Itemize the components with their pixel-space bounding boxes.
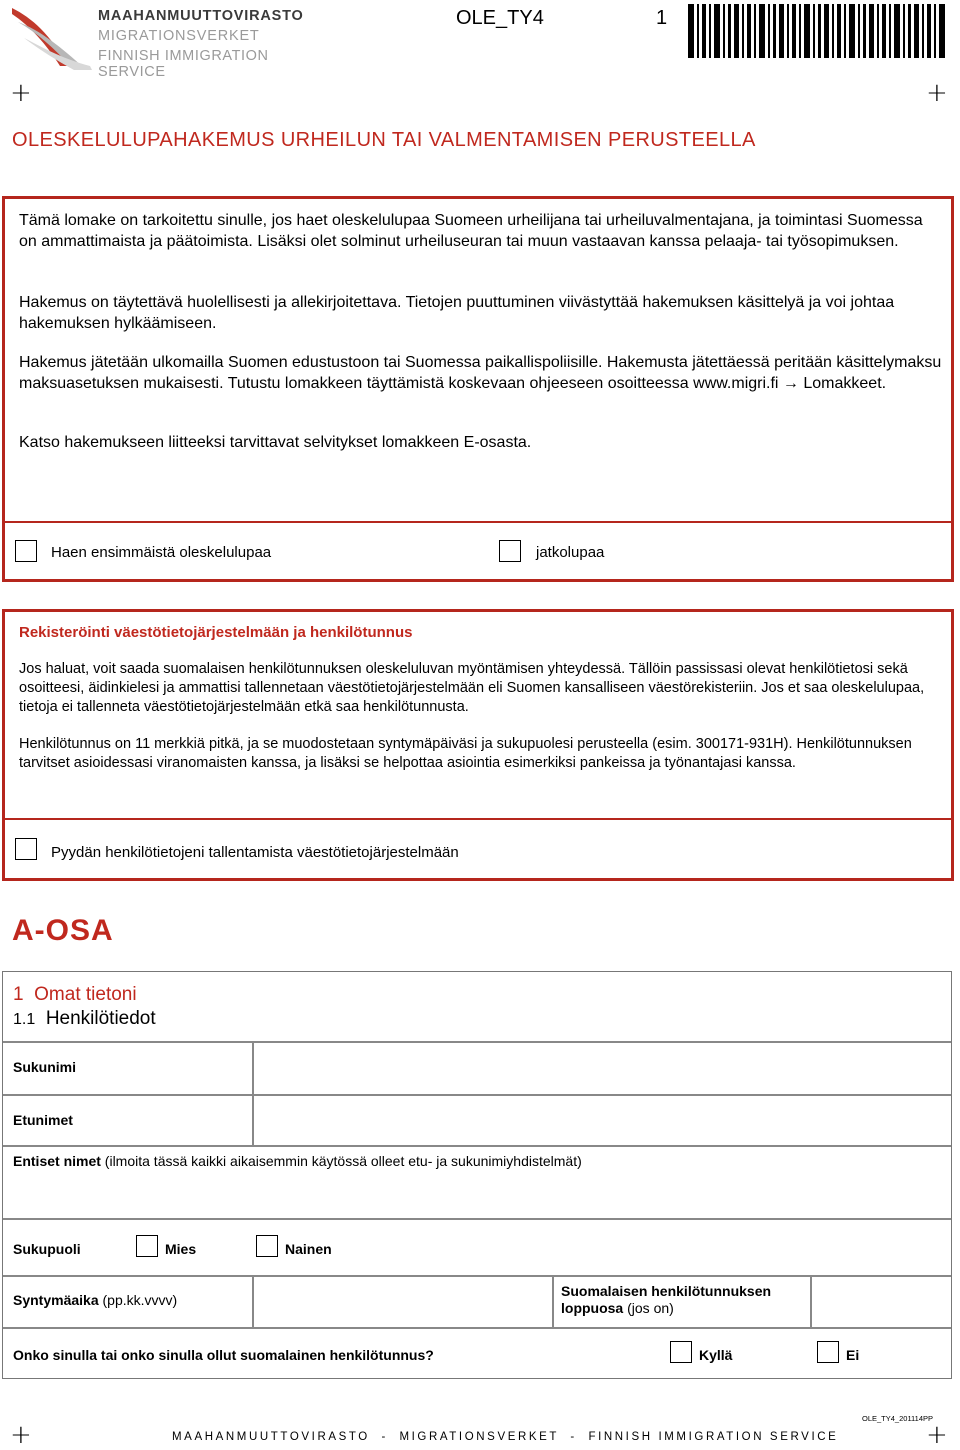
had-pin-no-label: Ei [846,1347,860,1363]
divider [3,1218,951,1220]
intro-paragraph-4: Katso hakemukseen liitteeksi tarvittavat selvitykset lomakkeen E-osasta. [19,434,532,451]
registration-mark: + [926,78,948,108]
sex-label: Sukupuoli [13,1241,81,1257]
former-names-label-bold: Entiset nimet [13,1153,101,1169]
divider [3,1275,951,1277]
pin-end-note: (jos on) [623,1300,674,1316]
former-names-input[interactable] [8,1172,948,1218]
footer-form-code: OLE_TY4_201114PP [862,1414,934,1423]
barcode-icon [688,4,948,58]
registration-paragraph-2: Henkilötunnus on 11 merkkiä pitkä, ja se muodostetaan syntymäpäiväsi ja sukupuolesi perusteella (esim. 300171-931H). Henkilötunnuksen tarvitset asioidessasi viranomaisten kanssa, ja lisäksi se helpottaa asiointia esimerkiksi pankeissa ja työnantajasi kanssa. [19,736,912,771]
intro-paragraph-3-text: Hakemus jätetään ulkomailla Suomen edustustoon tai Suomessa paikallispoliisille. Hakemusta jätettäessä peritään käsittelymaksu maksuasetuksen mukaisesti. Tutustu lomakkeen täyttämistä koskevaan ohjeeseen osoitteessa www.migri.fi [19,354,942,392]
divider [3,1094,951,1096]
form-title: OLESKELULUPAHAKEMUS URHEILUN TAI VALMENTAMISEN PERUSTEELLA [12,129,756,151]
had-pin-yes-label: Kyllä [699,1347,733,1363]
arrow-icon: → [782,375,799,392]
dob-label-bold: Syntymäaika [13,1292,99,1308]
section-1-title: Omat tietoni [34,984,137,1005]
section-1-1-heading [13,1008,156,1030]
intro-paragraph-1: Tämä lomake on tarkoitettu sinulle, jos haet oleskelulupaa Suomeen urheilijana tai urheiluvalmentajana, ja toimintasi Suomessa on ammattimaista ja päätoimista. Lisäksi olet solminut urheiluseuran tai muun vastaavan kanssa pelaaja- tai työsopimuksen. [19,212,923,250]
section-1-heading [13,984,137,1006]
divider [252,1275,254,1327]
continuation-permit-label: jatkolupaa [536,544,605,561]
divider [3,1327,951,1329]
divider [3,1145,951,1147]
registration-mark: + [10,78,32,108]
section-1-number: 1 [13,984,24,1005]
registration-mark: + [926,1420,948,1450]
divider [252,1041,254,1145]
had-pin-no-checkbox[interactable] [817,1341,839,1363]
section-1-1-number: 1.1 [13,1011,36,1028]
given-names-input[interactable] [256,1097,950,1145]
dob-input[interactable] [256,1278,552,1326]
pin-end-label [561,1283,771,1317]
former-names-note: (ilmoita tässä kaikki aikaisemmin käytössä olleet etu- ja sukunimiyhdistelmät) [100,1153,582,1169]
register-request-checkbox[interactable] [15,838,37,860]
pin-end-label-bold-2: loppuosa [561,1300,624,1316]
logo-line-2: MIGRATIONSVERKET [98,28,260,44]
intro-paragraph-3 [19,352,944,394]
given-names-label: Etunimet [13,1112,73,1128]
sex-male-checkbox[interactable] [136,1235,158,1257]
had-pin-question: Onko sinulla tai onko sinulla ollut suomalainen henkilötunnus? [13,1347,434,1363]
sex-male-label: Mies [165,1241,197,1257]
register-request-label: Pyydän henkilötietojeni tallentamista väestötietojärjestelmään [51,844,459,861]
divider [552,1275,554,1327]
divider [5,521,951,523]
page-number: 1 [656,7,668,29]
section-1-1-title: Henkilötiedot [45,1008,156,1029]
footer-agency-names: MAAHANMUUTTOVIRASTO - MIGRATIONSVERKET - FINNISH IMMIGRATION SERVICE [172,1431,839,1443]
dob-label [13,1292,177,1308]
registration-paragraph-1: Jos haluat, voit saada suomalaisen henkilötunnuksen oleskeluluvan myöntämisen yhteydessä. Tällöin passissasi olevat henkilötietosi sekä osoitteesi, äidinkielesi ja ammattisi tallennetaan väestötietojärjestelmään eli Suomen kansalliseen väestörekisteriin. Jos et saa oleskelulupaa, tietoja ei tallenneta väestötietojärjestelmään etkä saa henkilötunnusta. [19,661,925,715]
pin-end-label-bold-1: Suomalaisen henkilötunnuksen [561,1283,772,1299]
surname-input[interactable] [256,1044,950,1094]
first-permit-label: Haen ensimmäistä oleskelulupaa [51,544,272,561]
logo-line-1: MAAHANMUUTTOVIRASTO [98,8,304,24]
form-code: OLE_TY4 [456,7,544,29]
registration-mark: + [10,1420,32,1450]
first-permit-checkbox[interactable] [15,540,37,562]
divider [3,1041,951,1043]
section-a-title: A-OSA [12,914,114,947]
pin-end-input[interactable] [814,1278,952,1326]
registration-heading: Rekisteröinti väestötietojärjestelmään ja henkilötunnus [19,624,413,641]
had-pin-yes-checkbox[interactable] [670,1341,692,1363]
logo-line-3: FINNISH IMMIGRATION SERVICE [98,48,269,80]
divider [810,1275,812,1327]
surname-label: Sukunimi [13,1059,77,1075]
former-names-label [13,1153,582,1169]
divider [5,818,951,820]
agency-logo [10,4,340,80]
intro-paragraph-2: Hakemus on täytettävä huolellisesti ja allekirjoitettava. Tietojen puuttuminen viivästyttää hakemuksen käsittelyä ja voi johtaa hakemuksen hylkäämiseen. [19,294,895,332]
dob-format-note: (pp.kk.vvvv) [98,1292,178,1308]
sex-female-checkbox[interactable] [256,1235,278,1257]
intro-link-forms[interactable]: Lomakkeet. [803,375,887,392]
sex-female-label: Nainen [285,1241,332,1257]
continuation-permit-checkbox[interactable] [499,540,521,562]
bird-wing-logo-icon [10,4,92,70]
